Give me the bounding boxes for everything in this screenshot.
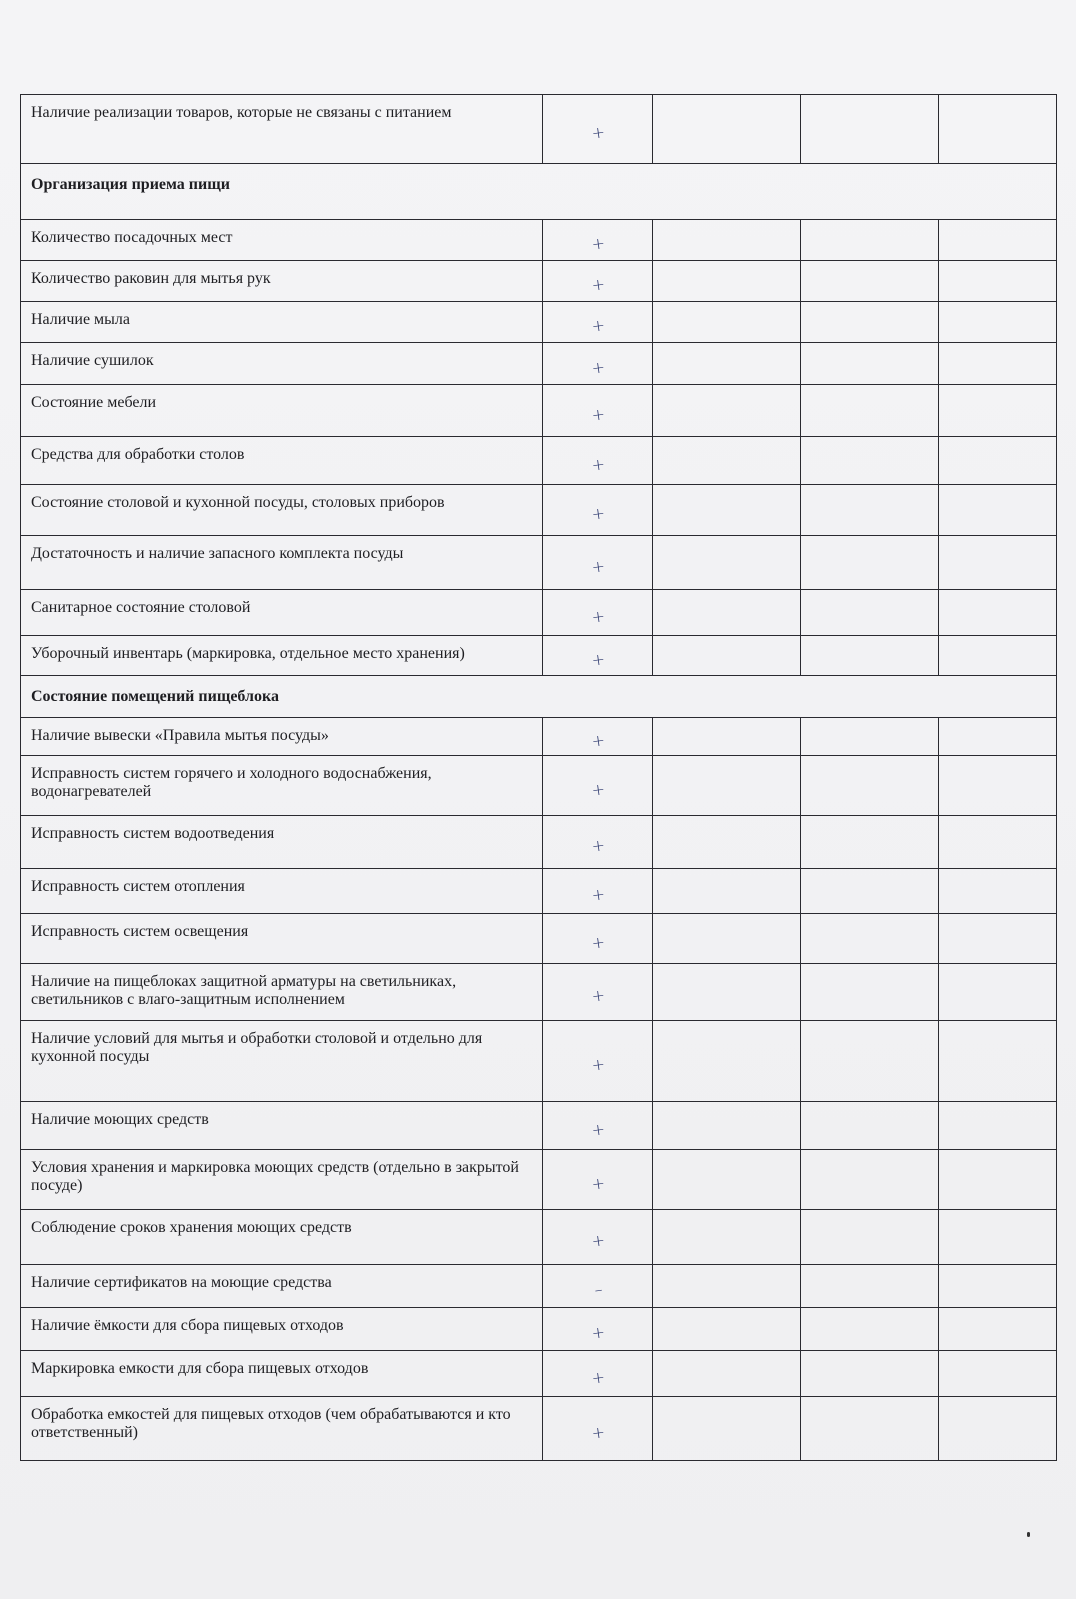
empty-cell <box>939 1150 1057 1210</box>
empty-cell <box>653 718 801 756</box>
empty-cell <box>939 261 1057 302</box>
criterion-cell: Исправность систем водоотведения <box>21 816 543 869</box>
mark-cell <box>543 343 653 385</box>
empty-cell <box>939 590 1057 636</box>
handwritten-mark: + <box>590 884 606 905</box>
empty-cell <box>939 914 1057 964</box>
empty-cell <box>939 1265 1057 1308</box>
criterion-cell: Соблюдение сроков хранения моющих средств <box>21 1210 543 1265</box>
handwritten-mark: + <box>590 931 606 953</box>
empty-cell <box>801 220 939 261</box>
table-row <box>21 718 1057 756</box>
criterion-cell: Наличие ёмкости для сбора пищевых отходов <box>21 1308 543 1351</box>
empty-cell <box>801 964 939 1021</box>
empty-cell <box>939 1308 1057 1351</box>
table-row <box>21 1351 1057 1397</box>
criterion-cell: Санитарное состояние столовой <box>21 590 543 636</box>
empty-cell <box>653 914 801 964</box>
empty-cell <box>939 95 1057 164</box>
empty-cell <box>801 1102 939 1150</box>
empty-cell <box>653 485 801 536</box>
handwritten-mark: + <box>590 233 606 254</box>
empty-cell <box>653 1351 801 1397</box>
table-row <box>21 869 1057 914</box>
empty-cell <box>653 302 801 343</box>
empty-cell <box>653 1397 801 1461</box>
handwritten-mark: + <box>590 605 606 627</box>
mark-cell <box>543 437 653 485</box>
ink-speck <box>1027 1532 1030 1537</box>
table-row <box>21 302 1057 343</box>
empty-cell <box>653 95 801 164</box>
empty-cell <box>939 964 1057 1021</box>
handwritten-mark: + <box>590 555 606 577</box>
table-row <box>21 385 1057 437</box>
empty-cell <box>939 302 1057 343</box>
empty-cell <box>653 261 801 302</box>
empty-cell <box>801 343 939 385</box>
handwritten-mark: + <box>590 985 606 1006</box>
mark-cell <box>543 914 653 964</box>
table-row <box>21 964 1057 1021</box>
empty-cell <box>801 385 939 437</box>
mark-cell <box>543 1102 653 1150</box>
handwritten-mark: + <box>590 1322 606 1343</box>
empty-cell <box>939 816 1057 869</box>
handwritten-mark: + <box>590 274 606 295</box>
table-row <box>21 485 1057 536</box>
mark-cell <box>543 636 653 676</box>
empty-cell <box>939 220 1057 261</box>
empty-cell <box>801 1397 939 1461</box>
section-row <box>21 164 1057 220</box>
empty-cell <box>801 816 939 869</box>
empty-cell <box>939 1102 1057 1150</box>
mark-cell <box>543 756 653 816</box>
handwritten-mark: + <box>590 503 606 524</box>
criterion-cell: Состояние мебели <box>21 385 543 437</box>
mark-cell <box>543 302 653 343</box>
empty-cell <box>939 718 1057 756</box>
handwritten-mark: + <box>590 403 606 425</box>
empty-cell <box>939 343 1057 385</box>
empty-cell <box>939 437 1057 485</box>
empty-cell <box>653 869 801 914</box>
table-row <box>21 261 1057 302</box>
mark-cell <box>543 1021 653 1102</box>
mark-cell <box>543 1265 653 1308</box>
empty-cell <box>653 385 801 437</box>
table-row <box>21 756 1057 816</box>
empty-cell <box>653 536 801 590</box>
table-row <box>21 343 1057 385</box>
handwritten-mark: + <box>590 835 606 856</box>
handwritten-mark: + <box>590 1172 606 1194</box>
empty-cell <box>653 636 801 676</box>
mark-cell <box>543 1351 653 1397</box>
criterion-cell: Наличие условий для мытья и обработки столовой и отдельно для кухонной посуды <box>21 1021 543 1102</box>
table-row <box>21 437 1057 485</box>
empty-cell <box>939 1021 1057 1102</box>
table-row <box>21 636 1057 676</box>
empty-cell <box>653 964 801 1021</box>
handwritten-mark: + <box>590 729 606 751</box>
handwritten-mark: + <box>590 356 606 378</box>
empty-cell <box>653 343 801 385</box>
criterion-cell: Условия хранения и маркировка моющих средств (отдельно в закрытой посуде) <box>21 1150 543 1210</box>
criterion-cell: Наличие вывески «Правила мытья посуды» <box>21 718 543 756</box>
empty-cell <box>801 95 939 164</box>
table-row <box>21 1150 1057 1210</box>
mark-cell <box>543 590 653 636</box>
empty-cell <box>653 816 801 869</box>
empty-cell <box>939 1210 1057 1265</box>
handwritten-mark: + <box>590 122 606 143</box>
table-row <box>21 536 1057 590</box>
handwritten-mark: – <box>592 1279 604 1300</box>
empty-cell <box>801 1308 939 1351</box>
empty-cell <box>801 1351 939 1397</box>
mark-cell <box>543 485 653 536</box>
mark-cell <box>543 220 653 261</box>
criterion-cell: Обработка емкостей для пищевых отходов (чем обрабатываются и кто ответственный) <box>21 1397 543 1461</box>
section-row <box>21 676 1057 718</box>
empty-cell <box>801 1265 939 1308</box>
empty-cell <box>801 1021 939 1102</box>
empty-cell <box>653 437 801 485</box>
mark-cell <box>543 1150 653 1210</box>
handwritten-mark: + <box>590 453 606 475</box>
handwritten-mark: + <box>590 1421 606 1443</box>
criterion-cell: Наличие сушилок <box>21 343 543 385</box>
empty-cell <box>801 536 939 590</box>
criterion-cell: Исправность систем горячего и холодного водоснабжения, водонагревателей <box>21 756 543 816</box>
section-heading: Организация приема пищи <box>21 164 1057 220</box>
criterion-cell: Наличие моющих средств <box>21 1102 543 1150</box>
table-row <box>21 220 1057 261</box>
section-heading: Состояние помещений пищеблока <box>21 676 1057 718</box>
mark-cell <box>543 261 653 302</box>
empty-cell <box>939 756 1057 816</box>
empty-cell <box>801 437 939 485</box>
empty-cell <box>939 1351 1057 1397</box>
empty-cell <box>939 1397 1057 1461</box>
empty-cell <box>801 636 939 676</box>
empty-cell <box>939 536 1057 590</box>
mark-cell <box>543 718 653 756</box>
mark-cell <box>543 964 653 1021</box>
empty-cell <box>939 636 1057 676</box>
criterion-cell: Уборочный инвентарь (маркировка, отдельное место хранения) <box>21 636 543 676</box>
empty-cell <box>801 1150 939 1210</box>
criterion-cell: Исправность систем отопления <box>21 869 543 914</box>
handwritten-mark: + <box>590 778 606 800</box>
mark-cell <box>543 95 653 164</box>
table-row <box>21 590 1057 636</box>
table-row <box>21 1397 1057 1461</box>
mark-cell <box>543 536 653 590</box>
empty-cell <box>939 385 1057 437</box>
criterion-cell: Количество посадочных мест <box>21 220 543 261</box>
empty-cell <box>939 485 1057 536</box>
empty-cell <box>801 302 939 343</box>
criterion-cell: Наличие на пищеблоках защитной арматуры на светильниках, светильников с влаго-защитным исполнением <box>21 964 543 1021</box>
handwritten-mark: + <box>590 1230 606 1251</box>
criterion-cell: Наличие реализации товаров, которые не связаны с питанием <box>21 95 543 164</box>
handwritten-mark: + <box>590 1366 606 1388</box>
empty-cell <box>801 756 939 816</box>
empty-cell <box>653 1102 801 1150</box>
mark-cell <box>543 869 653 914</box>
mark-cell <box>543 816 653 869</box>
empty-cell <box>801 914 939 964</box>
table-row <box>21 816 1057 869</box>
handwritten-mark: + <box>590 315 606 336</box>
table-row <box>21 1021 1057 1102</box>
empty-cell <box>801 485 939 536</box>
mark-cell <box>543 1308 653 1351</box>
empty-cell <box>653 1021 801 1102</box>
handwritten-mark: + <box>590 648 606 670</box>
empty-cell <box>939 869 1057 914</box>
mark-cell <box>543 385 653 437</box>
criterion-cell: Наличие сертификатов на моющие средства <box>21 1265 543 1308</box>
empty-cell <box>801 261 939 302</box>
empty-cell <box>653 1210 801 1265</box>
table-row <box>21 1308 1057 1351</box>
empty-cell <box>653 756 801 816</box>
empty-cell <box>801 869 939 914</box>
table-row <box>21 1210 1057 1265</box>
empty-cell <box>653 590 801 636</box>
empty-cell <box>801 1210 939 1265</box>
criterion-cell: Исправность систем освещения <box>21 914 543 964</box>
empty-cell <box>653 1150 801 1210</box>
empty-cell <box>801 718 939 756</box>
mark-cell <box>543 1397 653 1461</box>
criterion-cell: Количество раковин для мытья рук <box>21 261 543 302</box>
empty-cell <box>653 1265 801 1308</box>
checklist-table <box>20 94 1057 1461</box>
empty-cell <box>653 220 801 261</box>
handwritten-mark: + <box>590 1118 606 1140</box>
handwritten-mark: + <box>590 1054 606 1075</box>
table-row <box>21 1265 1057 1308</box>
table-row <box>21 914 1057 964</box>
table-row <box>21 95 1057 164</box>
criterion-cell: Наличие мыла <box>21 302 543 343</box>
empty-cell <box>801 590 939 636</box>
criterion-cell: Состояние столовой и кухонной посуды, столовых приборов <box>21 485 543 536</box>
criterion-cell: Средства для обработки столов <box>21 437 543 485</box>
criterion-cell: Достаточность и наличие запасного комплекта посуды <box>21 536 543 590</box>
empty-cell <box>653 1308 801 1351</box>
mark-cell <box>543 1210 653 1265</box>
table-row <box>21 1102 1057 1150</box>
criterion-cell: Маркировка емкости для сбора пищевых отходов <box>21 1351 543 1397</box>
